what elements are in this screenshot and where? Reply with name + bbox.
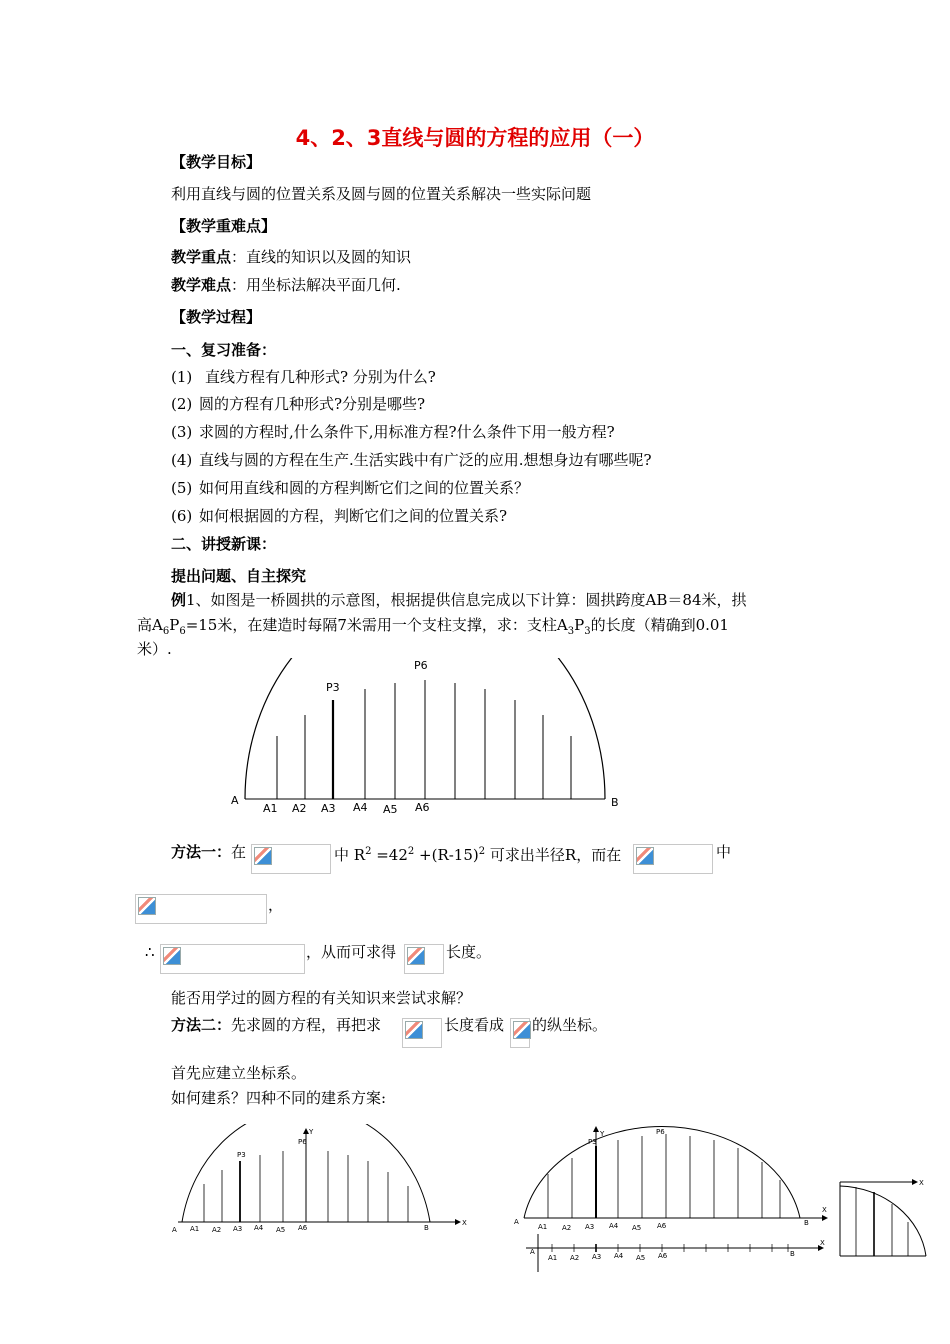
- broken-image-icon: [405, 1021, 423, 1039]
- coord-scheme-2: [508, 1122, 838, 1272]
- svg-text:A: A: [530, 1248, 535, 1256]
- label-P3: P3: [326, 681, 340, 694]
- example-line-1: 例1、如图是一桥圆拱的示意图，根据提供信息完成以下计算：圆拱跨度AB＝84米，拱: [171, 591, 747, 609]
- label-A6: A6: [415, 801, 430, 814]
- question-item: (2) 圆的方程有几种形式?分别是哪些?: [171, 395, 426, 413]
- svg-text:P3: P3: [588, 1138, 597, 1146]
- svg-text:A3: A3: [233, 1225, 243, 1233]
- svg-text:A3: A3: [592, 1253, 602, 1261]
- label-A5: A5: [383, 803, 398, 816]
- example-line-2: 高$A_6P_6=15$米，在建造时每隔7米需用一个支柱支撑，求：支柱$A_3P_3$的长度（精确到0.01: [137, 616, 729, 637]
- broken-image-icon: [254, 847, 272, 865]
- key-point-label: 教学重点: [171, 248, 232, 266]
- formula-image: [510, 1018, 530, 1048]
- svg-text:A6: A6: [657, 1222, 667, 1230]
- key-header: 【教学重难点】: [171, 217, 277, 235]
- closing-line-1: 首先应建立坐标系。: [171, 1064, 307, 1082]
- svg-text:A5: A5: [632, 1224, 642, 1232]
- formula-image: [402, 1018, 442, 1048]
- pillars: [277, 680, 571, 799]
- formula-image: [633, 844, 713, 874]
- coord-scheme-3: [838, 1170, 938, 1262]
- label-A3: A3: [321, 802, 336, 815]
- question-item: (4) 直线与圆的方程在生产.生活实践中有广泛的应用.想想身边有哪些呢?: [171, 451, 652, 469]
- method2-text2: 长度看成: [444, 1016, 505, 1034]
- key-point-text: ：直线的知识以及圆的知识: [231, 248, 412, 266]
- label-B: B: [611, 796, 619, 809]
- svg-text:A: A: [514, 1218, 519, 1226]
- formula-image: [251, 844, 331, 874]
- method2-text3: 的纵坐标。: [532, 1016, 608, 1034]
- svg-text:P3: P3: [237, 1151, 246, 1159]
- svg-text:B: B: [790, 1250, 795, 1258]
- coord-scheme-1: [170, 1124, 470, 1239]
- process-header: 【教学过程】: [171, 308, 262, 326]
- method1-comma: ，: [268, 896, 284, 914]
- method1-length: 长度。: [446, 943, 492, 961]
- goal-header: 【教学目标】: [171, 153, 262, 171]
- review-header: 一、复习准备：: [171, 341, 277, 359]
- svg-text:A2: A2: [570, 1254, 580, 1262]
- svg-text:A2: A2: [212, 1226, 222, 1234]
- goal-text: 利用直线与圆的位置关系及圆与圆的位置关系解决一些实际问题: [171, 185, 592, 203]
- label-A2: A2: [292, 802, 307, 815]
- svg-text:B: B: [804, 1219, 809, 1227]
- inquiry-header: 提出问题、自主探究: [171, 567, 307, 585]
- method1-end: 中: [716, 843, 732, 861]
- svg-text:Y: Y: [309, 1128, 314, 1136]
- closing-line-2: 如何建系？四种不同的建系方案:: [171, 1089, 387, 1107]
- svg-text:Y: Y: [600, 1130, 605, 1138]
- svg-text:A2: A2: [562, 1224, 572, 1232]
- formula-image: [135, 894, 267, 924]
- broken-image-icon: [163, 947, 181, 965]
- label-A: A: [231, 794, 239, 807]
- difficulty-label: 教学难点: [171, 276, 232, 294]
- svg-text:X: X: [919, 1179, 924, 1187]
- label-A4: A4: [353, 801, 368, 814]
- page-title: 4、2、3直线与圆的方程的应用（一）: [295, 126, 655, 150]
- svg-text:A1: A1: [538, 1223, 548, 1231]
- arch-diagram: [225, 658, 625, 818]
- svg-text:A5: A5: [636, 1254, 646, 1262]
- difficulty: [171, 275, 401, 295]
- broken-image-icon: [138, 897, 156, 915]
- svg-text:X: X: [462, 1219, 467, 1227]
- label-P6: P6: [414, 659, 428, 672]
- prompt-line: 能否用学过的圆方程的有关知识来尝试求解？: [171, 989, 472, 1007]
- broken-image-icon: [513, 1021, 531, 1039]
- key-point: [171, 247, 411, 267]
- svg-text:A5: A5: [276, 1226, 286, 1234]
- method1-line: 方法一：在: [171, 843, 247, 861]
- method1-equation: 中 $R^2 =42^2 +(R-15)^2$ 可求出半径R，而在: [334, 846, 622, 864]
- svg-text:P6: P6: [656, 1128, 665, 1136]
- method2-line: 方法二：先求圆的方程，再把求: [171, 1016, 382, 1034]
- svg-text:A4: A4: [614, 1252, 624, 1260]
- broken-image-icon: [407, 947, 425, 965]
- svg-text:A6: A6: [658, 1252, 668, 1260]
- svg-text:A1: A1: [548, 1254, 558, 1262]
- question-item: (3) 求圆的方程时,什么条件下,用标准方程?什么条件下用一般方程?: [171, 423, 615, 441]
- question-item: (5) 如何用直线和圆的方程判断它们之间的位置关系？: [171, 479, 530, 497]
- label-A1: A1: [263, 802, 278, 815]
- question-item: (6) 如何根据圆的方程，判断它们之间的位置关系?: [171, 507, 508, 525]
- svg-text:A: A: [172, 1226, 177, 1234]
- svg-text:B: B: [424, 1224, 429, 1232]
- svg-text:A3: A3: [585, 1223, 595, 1231]
- method1-then: ，从而可求得: [306, 943, 397, 961]
- difficulty-text: ：用坐标法解决平面几何.: [231, 276, 401, 294]
- broken-image-icon: [636, 847, 654, 865]
- svg-text:X: X: [820, 1239, 825, 1247]
- svg-text:A1: A1: [190, 1225, 200, 1233]
- svg-text:A4: A4: [609, 1222, 619, 1230]
- svg-text:A4: A4: [254, 1224, 264, 1232]
- formula-image: [160, 944, 305, 974]
- question-item: (1) 直线方程有几种形式? 分别为什么?: [171, 368, 436, 386]
- example-line-3: 米）.: [137, 640, 172, 658]
- svg-text:A6: A6: [298, 1224, 308, 1232]
- therefore-symbol: ∴: [145, 943, 155, 961]
- svg-text:P6: P6: [298, 1138, 307, 1146]
- formula-image: [404, 944, 444, 974]
- new-header: 二、讲授新课：: [171, 535, 277, 553]
- svg-text:X: X: [822, 1206, 827, 1214]
